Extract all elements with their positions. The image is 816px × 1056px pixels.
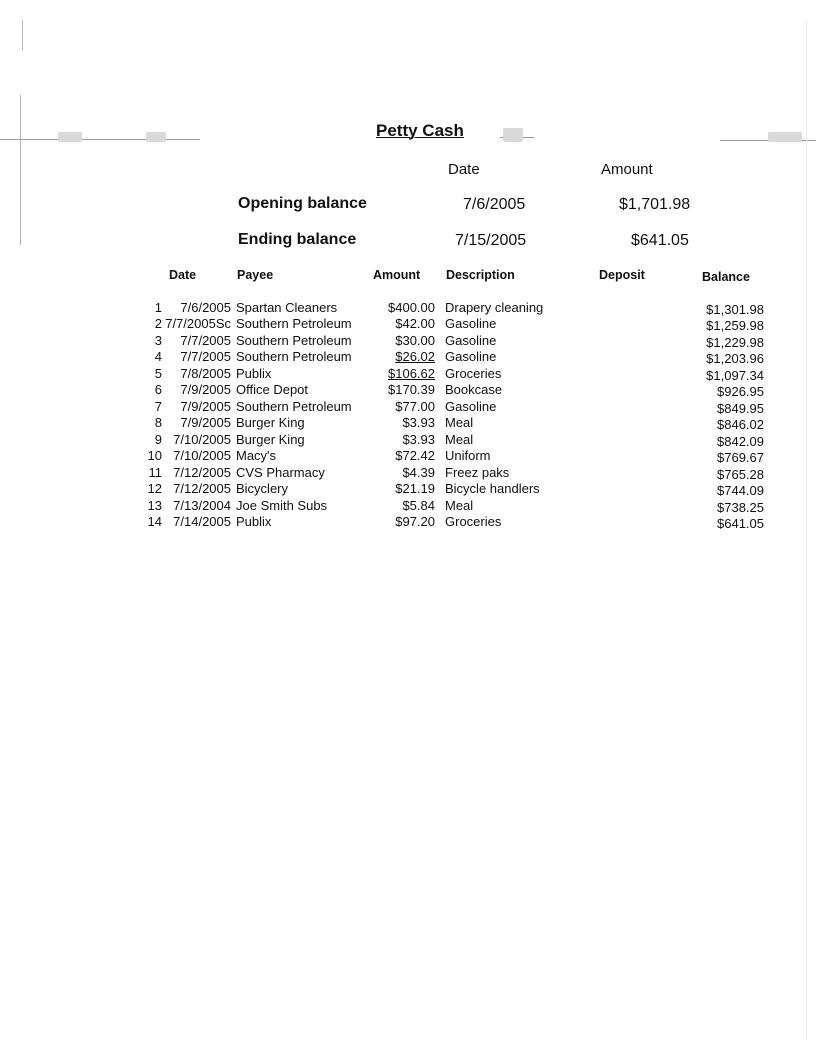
- row-description: Uniform: [445, 448, 491, 463]
- page-title: Petty Cash: [376, 121, 464, 140]
- scan-artifact-line: [0, 139, 200, 140]
- table-row: [0, 300, 816, 316]
- row-number: 7: [154, 399, 162, 414]
- row-amount: $30.00: [395, 333, 435, 348]
- row-amount: $5.84: [402, 498, 435, 513]
- row-balance: $1,259.98: [706, 318, 764, 333]
- row-description: Meal: [445, 498, 474, 513]
- row-number: 11: [148, 465, 162, 480]
- scan-artifact-smudge: [503, 128, 523, 142]
- row-number: 13: [147, 498, 162, 513]
- scan-artifact-mark: [20, 95, 21, 245]
- row-balance: $1,229.98: [706, 335, 764, 350]
- row-payee: Macy's: [236, 448, 277, 463]
- row-amount: $400.00: [388, 300, 435, 315]
- row-number: 4: [154, 349, 162, 364]
- row-amount: $72.42: [395, 448, 435, 463]
- row-balance: $769.67: [717, 450, 764, 465]
- row-balance: $846.02: [717, 417, 764, 432]
- row-description: Bicycle handlers: [445, 481, 540, 496]
- ending-balance-amount: $641.05: [631, 232, 689, 249]
- row-balance: $738.25: [717, 500, 764, 515]
- row-date: 7/7/2005: [180, 349, 231, 364]
- row-number: 2: [154, 316, 162, 331]
- summary-amount-header: Amount: [601, 161, 653, 178]
- row-date: 7/7/2005Sc: [165, 316, 231, 331]
- row-date: 7/12/2005: [173, 481, 231, 496]
- row-payee: CVS Pharmacy: [236, 465, 325, 480]
- row-balance: $926.95: [717, 384, 764, 399]
- column-header-amount: Amount: [373, 268, 421, 282]
- table-row: [0, 481, 816, 497]
- row-description: Drapery cleaning: [445, 300, 544, 315]
- row-description: Bookcase: [445, 382, 503, 397]
- row-number: 3: [154, 333, 162, 348]
- row-amount: $3.93: [402, 415, 435, 430]
- column-header-balance: Balance: [702, 270, 750, 284]
- row-payee: Spartan Cleaners: [236, 300, 338, 315]
- row-date: 7/10/2005: [173, 448, 231, 463]
- row-date: 7/9/2005: [180, 415, 231, 430]
- row-number: 10: [147, 448, 162, 463]
- column-header-date: Date: [169, 268, 197, 282]
- row-description: Meal: [445, 432, 474, 447]
- row-number: 12: [147, 481, 162, 496]
- row-date: 7/9/2005: [180, 382, 231, 397]
- column-header-payee: Payee: [237, 268, 274, 282]
- row-payee: Southern Petroleum: [236, 333, 352, 348]
- opening-balance-amount: $1,701.98: [619, 196, 691, 213]
- row-number: 8: [154, 415, 162, 430]
- row-payee: Southern Petroleum: [236, 399, 352, 414]
- row-date: 7/9/2005: [180, 399, 231, 414]
- row-balance: $1,097.34: [706, 368, 764, 383]
- row-amount: $106.62: [388, 366, 435, 381]
- table-row: [0, 316, 816, 332]
- ending-balance-date: 7/15/2005: [455, 232, 527, 249]
- row-payee: Burger King: [236, 415, 305, 430]
- row-payee: Publix: [236, 366, 272, 381]
- row-date: 7/6/2005: [180, 300, 231, 315]
- opening-balance-date: 7/6/2005: [463, 196, 526, 213]
- row-date: 7/10/2005: [173, 432, 231, 447]
- row-payee: Publix: [236, 514, 272, 529]
- table-row: [0, 514, 816, 530]
- row-amount: $21.19: [395, 481, 435, 496]
- row-date: 7/7/2005: [180, 333, 231, 348]
- column-header-deposit: Deposit: [599, 268, 645, 282]
- row-balance: $641.05: [717, 516, 764, 531]
- scan-artifact-mark: [806, 20, 807, 1040]
- row-date: 7/13/2004: [173, 498, 231, 513]
- table-row: [0, 333, 816, 349]
- row-balance: $765.28: [717, 467, 764, 482]
- row-balance: $849.95: [717, 401, 764, 416]
- row-number: 6: [154, 382, 162, 397]
- row-number: 9: [154, 432, 162, 447]
- table-row: [0, 366, 816, 382]
- row-description: Gasoline: [445, 316, 497, 331]
- row-payee: Bicyclery: [236, 481, 289, 496]
- row-amount: $26.02: [395, 349, 435, 364]
- table-row: [0, 415, 816, 431]
- row-payee: Southern Petroleum: [236, 349, 352, 364]
- scan-artifact-smudge: [58, 132, 82, 142]
- row-payee: Office Depot: [236, 382, 309, 397]
- row-number: 5: [154, 366, 162, 381]
- row-description: Groceries: [445, 366, 502, 381]
- scan-artifact-smudge: [146, 132, 166, 142]
- row-balance: $744.09: [717, 483, 764, 498]
- row-amount: $42.00: [395, 316, 435, 331]
- summary-date-header: Date: [448, 161, 480, 178]
- row-amount: $4.39: [402, 465, 435, 480]
- column-header-description: Description: [446, 268, 515, 282]
- row-description: Gasoline: [445, 349, 497, 364]
- row-number: 14: [147, 514, 162, 529]
- row-description: Gasoline: [445, 399, 497, 414]
- table-row: [0, 382, 816, 398]
- row-amount: $170.39: [388, 382, 435, 397]
- row-description: Meal: [445, 415, 474, 430]
- row-payee: Burger King: [236, 432, 305, 447]
- row-description: Freez paks: [445, 465, 510, 480]
- table-row: [0, 399, 816, 415]
- row-payee: Joe Smith Subs: [236, 498, 328, 513]
- row-balance: $1,301.98: [706, 302, 764, 317]
- row-amount: $97.20: [395, 514, 435, 529]
- table-row: [0, 349, 816, 365]
- row-number: 1: [154, 300, 162, 315]
- ending-balance-label: Ending balance: [238, 231, 357, 248]
- row-balance: $842.09: [717, 434, 764, 449]
- row-date: 7/12/2005: [173, 465, 231, 480]
- row-balance: $1,203.96: [706, 351, 764, 366]
- row-date: 7/8/2005: [180, 366, 231, 381]
- table-row: [0, 448, 816, 464]
- row-payee: Southern Petroleum: [236, 316, 352, 331]
- table-row: [0, 432, 816, 448]
- row-description: Gasoline: [445, 333, 497, 348]
- scan-artifact-mark: [22, 20, 23, 50]
- row-amount: $77.00: [395, 399, 435, 414]
- row-date: 7/14/2005: [173, 514, 231, 529]
- table-row: [0, 465, 816, 481]
- scan-artifact-smudge: [768, 132, 802, 142]
- opening-balance-label: Opening balance: [238, 195, 367, 212]
- row-description: Groceries: [445, 514, 502, 529]
- row-amount: $3.93: [402, 432, 435, 447]
- table-row: [0, 498, 816, 514]
